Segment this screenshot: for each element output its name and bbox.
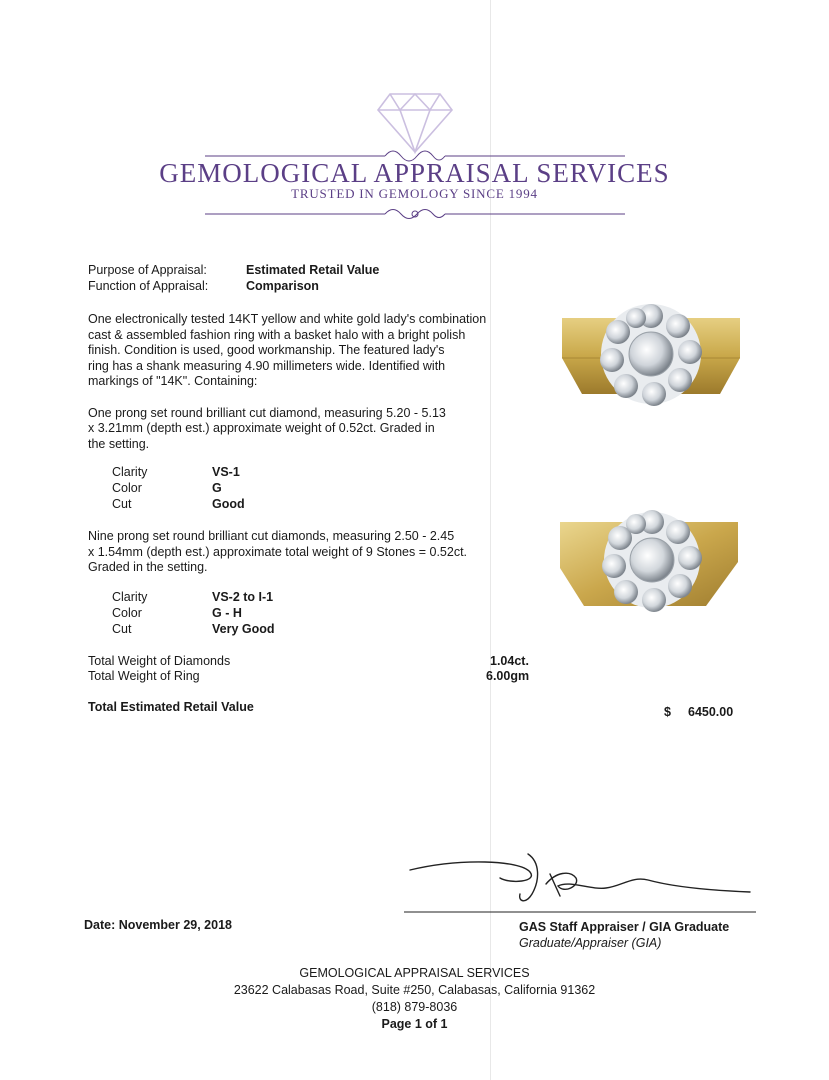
color-value: G [212,481,222,495]
total-retail-value: 6450.00 [688,705,734,719]
side-stones-line: Graded in the setting. [88,560,208,574]
footer-phone: (818) 879-8036 [371,1000,458,1014]
appraiser-subtitle: Graduate/Appraiser (GIA) [519,936,662,950]
currency-symbol: $ [664,705,671,719]
clarity-label: Clarity [112,590,148,604]
cut-label: Cut [112,622,132,636]
description-line: ring has a shank measuring 4.90 millimeters wide. Identified with [88,359,446,373]
total-diamonds-label: Total Weight of Diamonds [88,654,231,668]
appraisal-date: Date: November 29, 2018 [84,918,232,932]
cut-value: Very Good [212,622,275,636]
purpose-value: Estimated Retail Value [246,263,380,277]
footer-page-number: Page 1 of 1 [381,1017,448,1031]
clarity-value: VS-1 [212,465,240,479]
color-label: Color [112,481,142,495]
center-stone-line: the setting. [88,437,150,451]
center-stone-line: One prong set round brilliant cut diamond, measuring 5.20 - 5.13 [88,406,446,420]
total-retail-label: Total Estimated Retail Value [88,700,254,714]
side-stones-line: x 1.54mm (depth est.) approximate total weight of 9 Stones = 0.52ct. [88,545,468,559]
clarity-value: VS-2 to I-1 [212,590,274,604]
side-stones-line: Nine prong set round brilliant cut diamonds, measuring 2.50 - 2.45 [88,529,455,543]
appraiser-title: GAS Staff Appraiser / GIA Graduate [519,920,730,934]
company-tagline: TRUSTED IN GEMOLOGY SINCE 1994 [291,186,538,201]
function-value: Comparison [246,279,319,293]
description-line: cast & assembled fashion ring with a basket halo with a bright polish [88,328,466,342]
total-ring-label: Total Weight of Ring [88,669,200,683]
description-line: One electronically tested 14KT yellow and white gold lady's combination [88,312,487,326]
ring-photo-bottom [556,506,742,618]
description-line: markings of "14K". Containing: [88,374,258,388]
appraiser-signature [400,850,760,920]
footer-address: 23622 Calabasas Road, Suite #250, Calabasas, California 91362 [233,983,596,997]
footer-company: GEMOLOGICAL APPRAISAL SERVICES [299,966,530,980]
total-diamonds-value: 1.04ct. [490,654,529,668]
cut-value: Good [212,497,245,511]
cut-label: Cut [112,497,132,511]
total-ring-value: 6.00gm [486,669,530,683]
purpose-label: Purpose of Appraisal: [88,263,207,277]
color-value: G - H [212,606,242,620]
function-label: Function of Appraisal: [88,279,209,293]
description-line: finish. Condition is used, good workmanship. The featured lady's [88,343,445,357]
clarity-label: Clarity [112,465,148,479]
ring-photo-top [560,298,742,410]
company-name-heading: GEMOLOGICAL APPRAISAL SERVICES [159,158,670,188]
color-label: Color [112,606,142,620]
center-stone-line: x 3.21mm (depth est.) approximate weight of 0.52ct. Graded in [88,421,435,435]
